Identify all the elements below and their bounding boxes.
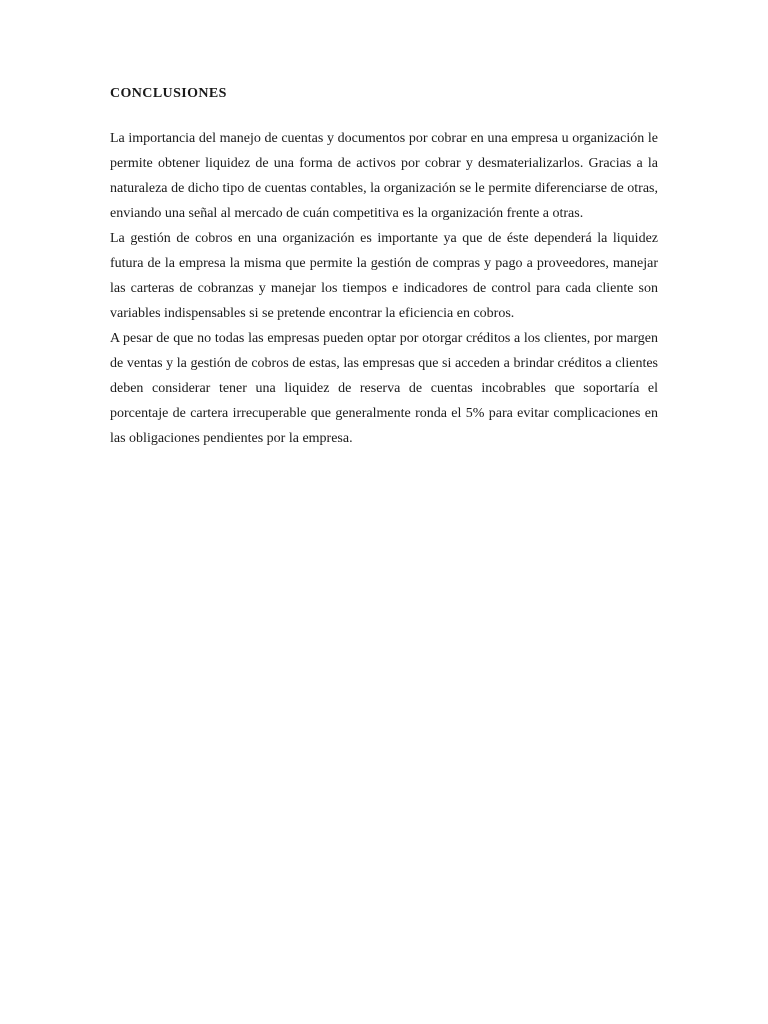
section-heading: CONCLUSIONES [110,86,227,101]
paragraph-2: La gestión de cobros en una organización es importante ya que de éste dependerá la liquidez futura de la empresa la misma que permite la gestión de compras y pago a proveedores, manejar las carteras de cobranzas y manejar los tiempos e indicadores de control para cada cliente son variables indispensables si se pretende encontrar la eficiencia en cobros. [110,231,658,321]
paragraph-3: A pesar de que no todas las empresas pueden optar por otorgar créditos a los clientes, por margen de ventas y la gestión de cobros de estas, las empresas que si acceden a brindar créditos a clientes deben considerar tener una liquidez de reserva de cuentas incobrables que soportaría el porcentaje de cartera irrecuperable que generalmente ronda el 5% para evitar complicaciones en las obligaciones pendientes por la empresa. [110,331,658,446]
document-body [110,84,658,451]
paragraph-1: La importancia del manejo de cuentas y documentos por cobrar en una empresa u organización le permite obtener liquidez de una forma de activos por cobrar y desmaterializarlos. Gracias a la naturaleza de dicho tipo de cuentas contables, la organización se le permite diferenciarse de otras, enviando una señal al mercado de cuán competitiva es la organización frente a otras. [110,131,658,221]
